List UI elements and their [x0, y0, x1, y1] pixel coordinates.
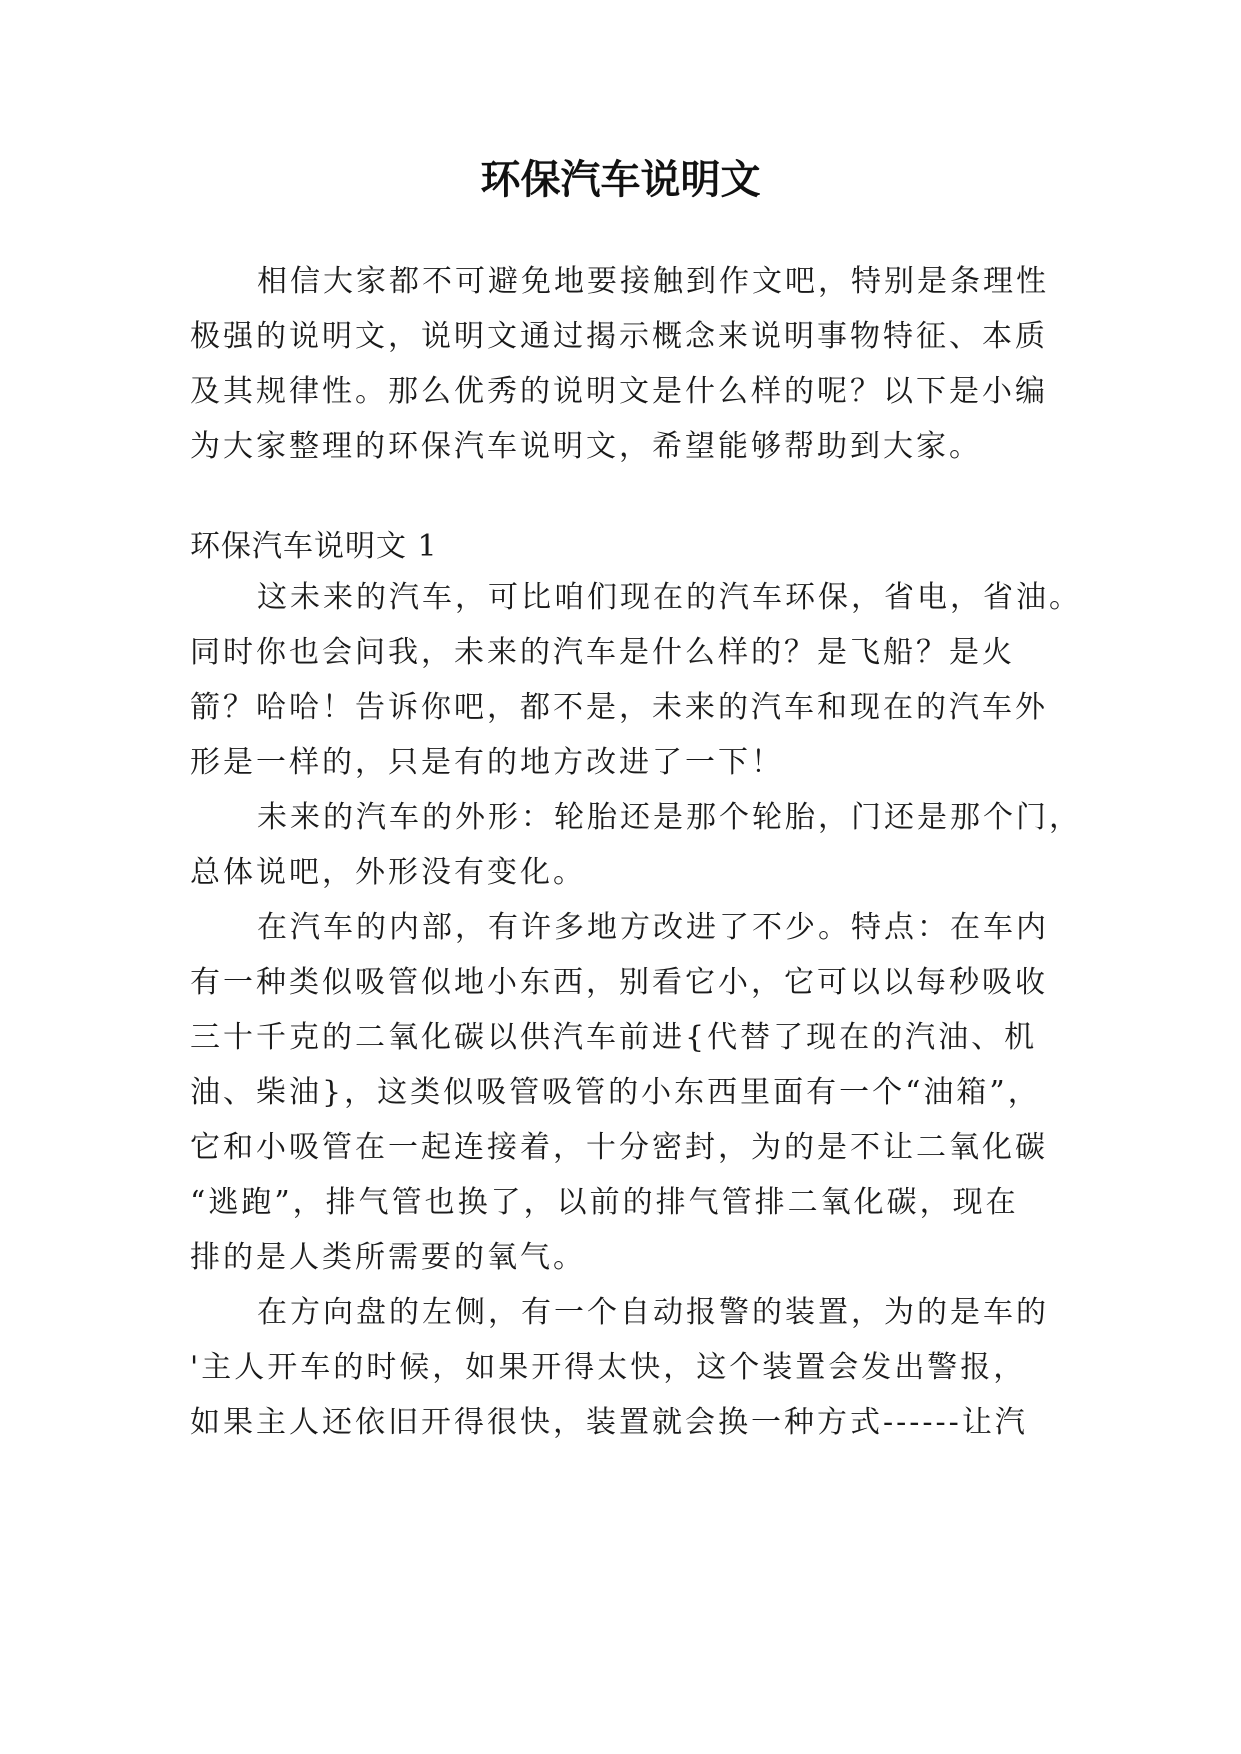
paragraph-2-line-2: 总体说吧，外形没有变化。: [190, 855, 586, 890]
paragraph-3-line-4: 油、柴油}，这类似吸管吸管的小东西里面有一个“油箱”，: [190, 1075, 1041, 1110]
intro-line-3: 及其规律性。那么优秀的说明文是什么样的呢？以下是小编: [190, 374, 1048, 409]
paragraph-3-line-5: 它和小吸管在一起连接着，十分密封，为的是不让二氧化碳: [190, 1130, 1048, 1165]
paragraph-1-line-2: 同时你也会问我，未来的汽车是什么样的？是飞船？是火: [190, 635, 1015, 670]
paragraph-4-line-1: 在方向盘的左侧，有一个自动报警的装置，为的是车的: [257, 1295, 1049, 1330]
paragraph-4-line-3: 如果主人还依旧开得很快，装置就会换一种方式------让汽: [190, 1405, 1028, 1440]
paragraph-1-line-4: 形是一样的，只是有的地方改进了一下！: [190, 745, 784, 780]
page-title: 环保汽车说明文: [480, 156, 761, 203]
intro-line-4: 为大家整理的环保汽车说明文，希望能够帮助到大家。: [190, 429, 982, 464]
paragraph-3-line-7: 排的是人类所需要的氧气。: [190, 1240, 586, 1275]
paragraph-3-line-3: 三十千克的二氧化碳以供汽车前进{代替了现在的汽油、机: [190, 1020, 1038, 1055]
paragraph-1-line-3: 箭？哈哈！告诉你吧，都不是，未来的汽车和现在的汽车外: [190, 690, 1048, 725]
paragraph-2-line-1: 未来的汽车的外形：轮胎还是那个轮胎，门还是那个门，: [257, 800, 1082, 835]
paragraph-3-line-6: “逃跑”，排气管也换了，以前的排气管排二氧化碳，现在: [190, 1185, 1019, 1220]
paragraph-3-line-2: 有一种类似吸管似地小东西，别看它小，它可以以每秒吸收: [190, 965, 1048, 1000]
section-heading: 环保汽车说明文 1: [190, 529, 438, 564]
intro-line-1: 相信大家都不可避免地要接触到作文吧，特别是条理性: [257, 264, 1049, 299]
paragraph-1-line-1: 这未来的汽车，可比咱们现在的汽车环保，省电，省油。: [257, 580, 1082, 615]
paragraph-4-line-2: '主人开车的时候，如果开得太快，这个装置会发出警报，: [190, 1350, 1027, 1385]
paragraph-3-line-1: 在汽车的内部，有许多地方改进了不少。特点：在车内: [257, 910, 1049, 945]
intro-line-2: 极强的说明文，说明文通过揭示概念来说明事物特征、本质: [190, 319, 1048, 354]
